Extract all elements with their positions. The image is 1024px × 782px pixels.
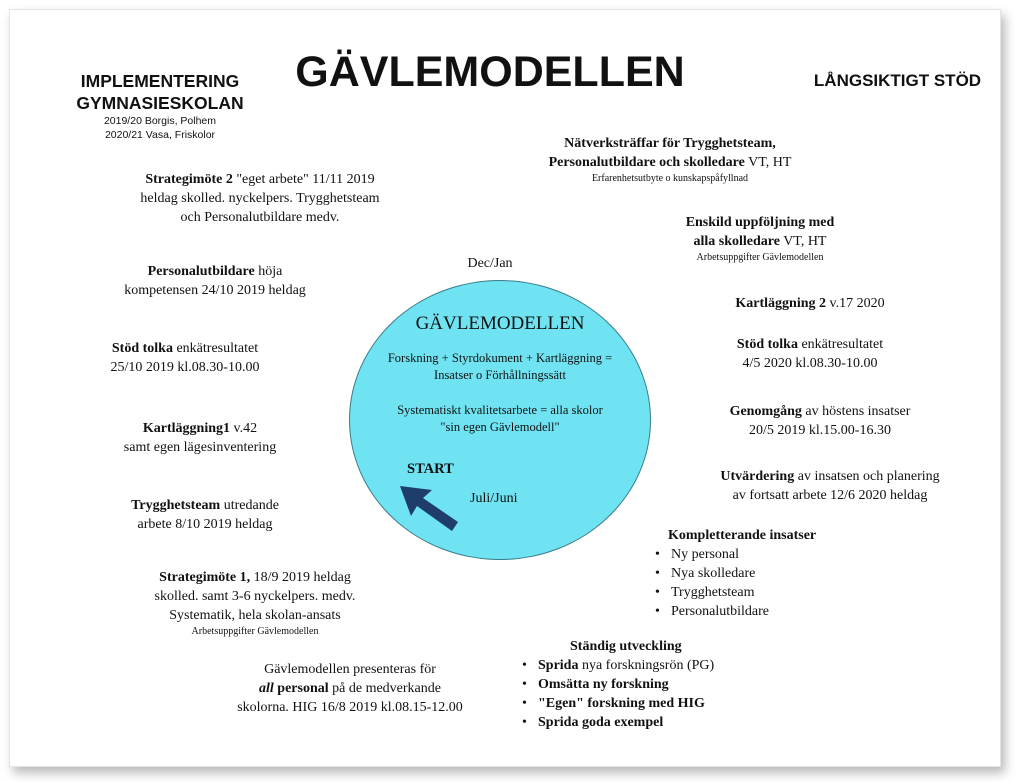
presentation-personal: personal — [273, 681, 329, 696]
utvardering — [685, 467, 975, 505]
kartlaggning-2 — [690, 294, 930, 313]
kartlaggning-1-line-2: samt egen lägesinventering — [123, 440, 277, 455]
standig-item-4: Sprida goda exempel — [538, 715, 664, 730]
enskild-uppfoljning — [645, 213, 875, 265]
start-label: START — [407, 461, 454, 477]
enskild-uppfoljning-bold: alla skolledare — [693, 234, 780, 249]
kompletterande-item-2: • Nya skolledare — [653, 564, 873, 583]
strategimote-1 — [95, 568, 415, 639]
utvardering-line-2: av fortsatt arbete 12/6 2020 heldag — [732, 488, 928, 503]
kartlaggning-1-bold: Kartläggning1 — [142, 421, 231, 436]
strategimote-2-bold: Strategimöte 2 — [145, 172, 233, 187]
standig-list — [520, 656, 780, 732]
kartlaggning-2-bold: Kartläggning 2 — [735, 296, 827, 311]
personalutbildare — [85, 262, 345, 300]
kompletterande-title: Kompletterande insatser — [668, 528, 817, 543]
genomgang-line-2: 20/5 2019 kl.15.00-16.30 — [749, 423, 891, 438]
strategimote-1-small: Arbetsuppgifter Gävlemodellen — [191, 626, 319, 637]
stod-tolka-left — [70, 339, 300, 377]
left-header-sub-1: 2019/20 Borgis, Polhem — [103, 115, 217, 127]
trygghetsteam-bold: Trygghetsteam — [131, 498, 221, 513]
kompletterande-insatser — [653, 526, 873, 621]
presentation-line-3: skolorna. HIG 16/8 2019 kl.08.15-12.00 — [237, 700, 463, 715]
left-header-sub — [40, 114, 280, 142]
kartlaggning-2-rest: v.17 2020 — [826, 296, 885, 311]
stod-tolka-left-line-2: 25/10 2019 kl.08.30-10.00 — [110, 360, 260, 375]
stod-tolka-right — [690, 335, 930, 373]
standig-item-3: "Egen" forskning med HIG — [538, 696, 705, 711]
circle-formula-line-2: Insatser o Förhållningssätt — [434, 368, 566, 382]
standig-item-1 — [520, 656, 780, 675]
natverkstraffar-bold: Personalutbildare och skolledare — [548, 155, 745, 170]
stod-tolka-left-bold: Stöd tolka — [111, 341, 173, 356]
enskild-uppfoljning-small: Arbetsuppgifter Gävlemodellen — [696, 252, 824, 263]
juli-juni-label: Juli/Juni — [470, 491, 518, 506]
left-header-line-1: IMPLEMENTERING — [80, 71, 240, 91]
strategimote-1-line-3: Systematik, hela skolan-ansats — [169, 608, 341, 623]
kompletterande-item-1: • Ny personal — [653, 545, 873, 564]
enskild-uppfoljning-rest: VT, HT — [779, 234, 827, 249]
standig-item-1-rest: nya forskningsrön (PG) — [578, 658, 715, 673]
kartlaggning-1-rest: v.42 — [230, 421, 258, 436]
kartlaggning-1 — [80, 419, 320, 457]
genomgang-rest: av höstens insatser — [801, 404, 911, 419]
stod-tolka-right-bold: Stöd tolka — [736, 337, 798, 352]
kompletterande-item-3: • Trygghetsteam — [653, 583, 873, 602]
left-header-sub-2: 2020/21 Vasa, Friskolor — [104, 129, 216, 141]
natverkstraffar-line-1: Nätverksträffar för Trygghetsteam, — [564, 136, 776, 151]
standig-item-2: Omsätta ny forskning — [538, 677, 669, 692]
stod-tolka-right-line-2: 4/5 2020 kl.08.30-10.00 — [742, 356, 878, 371]
trygghetsteam — [85, 496, 325, 534]
natverkstraffar-rest: VT, HT — [744, 155, 792, 170]
circle-formula-line-1: Forskning + Styrdokument + Kartläggning = — [387, 351, 613, 365]
utvardering-bold: Utvärdering — [720, 469, 795, 484]
personalutbildare-line-2: kompetensen 24/10 2019 heldag — [124, 283, 306, 298]
circle-title: GÄVLEMODELLEN — [415, 313, 585, 334]
start-arrow-shape — [400, 486, 458, 531]
natverkstraffar — [500, 134, 840, 186]
stod-tolka-right-rest: enkätresultatet — [797, 337, 884, 352]
natverkstraffar-small: Erfarenhetsutbyte o kunskapspåfyllnad — [591, 173, 749, 184]
kompletterande-list — [653, 545, 873, 621]
presentation — [205, 660, 495, 717]
genomgang — [690, 402, 950, 440]
standig-item-1-bold: Sprida — [538, 658, 579, 673]
circle-formula — [360, 350, 640, 384]
stod-tolka-left-rest: enkätresultatet — [172, 341, 259, 356]
strategimote-1-rest: 18/9 2019 heldag — [250, 570, 351, 585]
dec-jan-label: Dec/Jan — [467, 256, 513, 271]
left-header — [40, 70, 280, 114]
circle-quality-line-2: "sin egen Gävlemodell" — [440, 420, 560, 434]
presentation-all: all — [259, 681, 274, 696]
start-arrow-icon — [392, 478, 464, 536]
left-header-line-2: GYMNASIESKOLAN — [76, 93, 244, 113]
genomgang-bold: Genomgång — [729, 404, 802, 419]
strategimote-2 — [95, 170, 425, 227]
presentation-rest: på de medverkande — [328, 681, 441, 696]
strategimote-1-line-2: skolled. samt 3-6 nyckelpers. medv. — [154, 589, 356, 604]
strategimote-2-line-3: och Personalutbildare medv. — [180, 210, 340, 225]
utvardering-rest: av insatsen och planering — [794, 469, 940, 484]
standig-title: Ständig utveckling — [570, 639, 682, 654]
circle-quality-line-1: Systematiskt kvalitetsarbete = alla skolor — [397, 403, 603, 417]
right-header: LÅNGSIKTIGT STÖD — [813, 71, 982, 90]
personalutbildare-bold: Personalutbildare — [147, 264, 255, 279]
trygghetsteam-line-2: arbete 8/10 2019 heldag — [137, 517, 273, 532]
strategimote-1-bold: Strategimöte 1, — [159, 570, 251, 585]
enskild-uppfoljning-line-1: Enskild uppföljning med — [685, 215, 835, 230]
strategimote-2-rest: "eget arbete" 11/11 2019 — [232, 172, 375, 187]
presentation-line-1: Gävlemodellen presenteras för — [264, 662, 436, 677]
strategimote-2-line-2: heldag skolled. nyckelpers. Trygghetsteam — [140, 191, 380, 206]
personalutbildare-rest: höja — [254, 264, 283, 279]
standig-utveckling — [520, 637, 780, 732]
trygghetsteam-rest: utredande — [220, 498, 279, 513]
kompletterande-item-4: • Personalutbildare — [653, 602, 873, 621]
page-title: GÄVLEMODELLEN — [295, 48, 685, 96]
circle-quality — [360, 402, 640, 436]
